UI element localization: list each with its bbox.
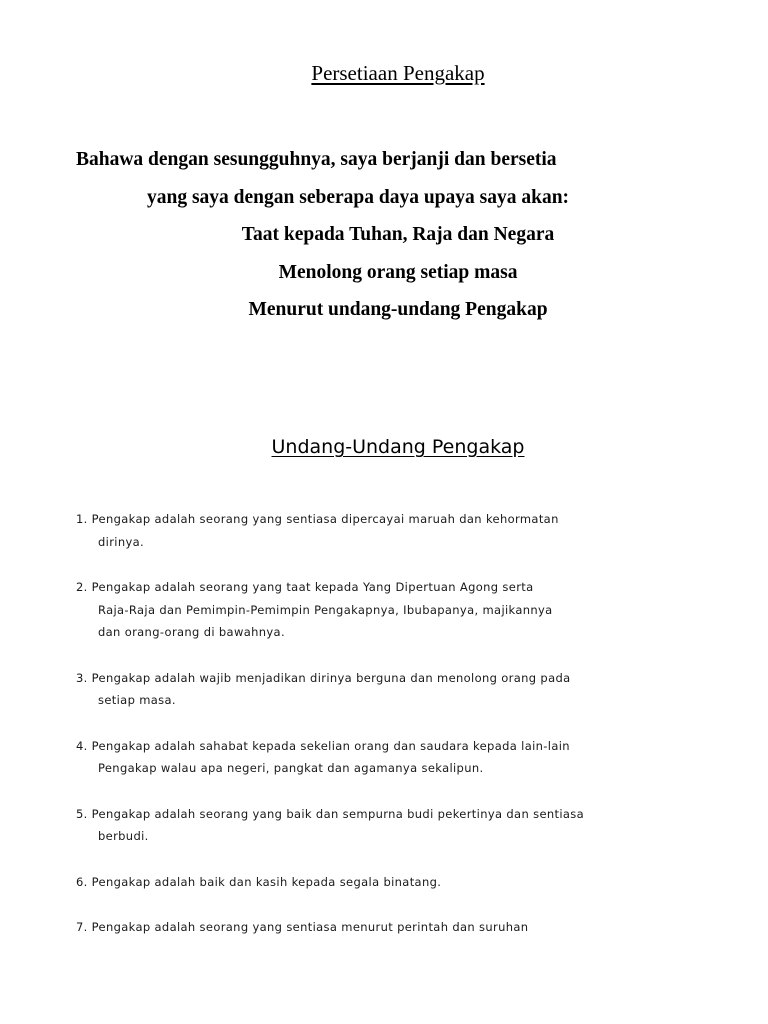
laws-list [76, 508, 756, 939]
law-line: setiap masa. [98, 693, 176, 707]
law-item [76, 871, 756, 894]
law-item [76, 508, 756, 553]
law-line: dan orang-orang di bawahnya. [98, 625, 285, 639]
law-line: 7. Pengakap adalah seorang yang sentiasa menurut perintah dan suruhan [76, 920, 529, 934]
pledge-line: Menolong orang setiap masa [278, 262, 518, 283]
pledge-line: yang saya dengan seberapa daya upaya saya akan: [147, 187, 570, 208]
law-line: 2. Pengakap adalah seorang yang taat kepada Yang Dipertuan Agong serta [76, 580, 534, 594]
law-line: berbudi. [98, 829, 149, 843]
law-line: dirinya. [98, 534, 145, 549]
document-title: Persetiaan Pengakap [311, 61, 485, 85]
pledge-line: Taat kepada Tuhan, Raja dan Negara [241, 224, 555, 245]
law-item [76, 803, 756, 848]
law-line: 5. Pengakap adalah seorang yang baik dan sempurna budi pekertinya dan sentiasa [76, 806, 585, 821]
laws-title: Undang-Undang Pengakap [271, 436, 525, 458]
law-line: 1. Pengakap adalah seorang yang sentiasa dipercayai maruah dan kehormatan [76, 512, 559, 526]
law-item [76, 735, 756, 780]
law-line: Pengakap walau apa negeri, pangkat dan agamanya sekalipun. [98, 761, 484, 775]
law-item [76, 916, 756, 939]
law-line: Raja-Raja dan Pemimpin-Pemimpin Pengakapnya, Ibubapanya, majikannya [98, 602, 553, 617]
law-line: 6. Pengakap adalah baik dan kasih kepada segala binatang. [76, 874, 442, 889]
law-line: 4. Pengakap adalah sahabat kepada sekelian orang dan saudara kepada lain-lain [76, 738, 570, 753]
pledge-line: Menurut undang-undang Pengakap [248, 299, 548, 320]
pledge-line: Bahawa dengan sesungguhnya, saya berjanji dan bersetia [76, 149, 557, 170]
law-line: 3. Pengakap adalah wajib menjadikan dirinya berguna dan menolong orang pada [76, 670, 571, 685]
law-item [76, 667, 756, 712]
law-item [76, 576, 756, 644]
